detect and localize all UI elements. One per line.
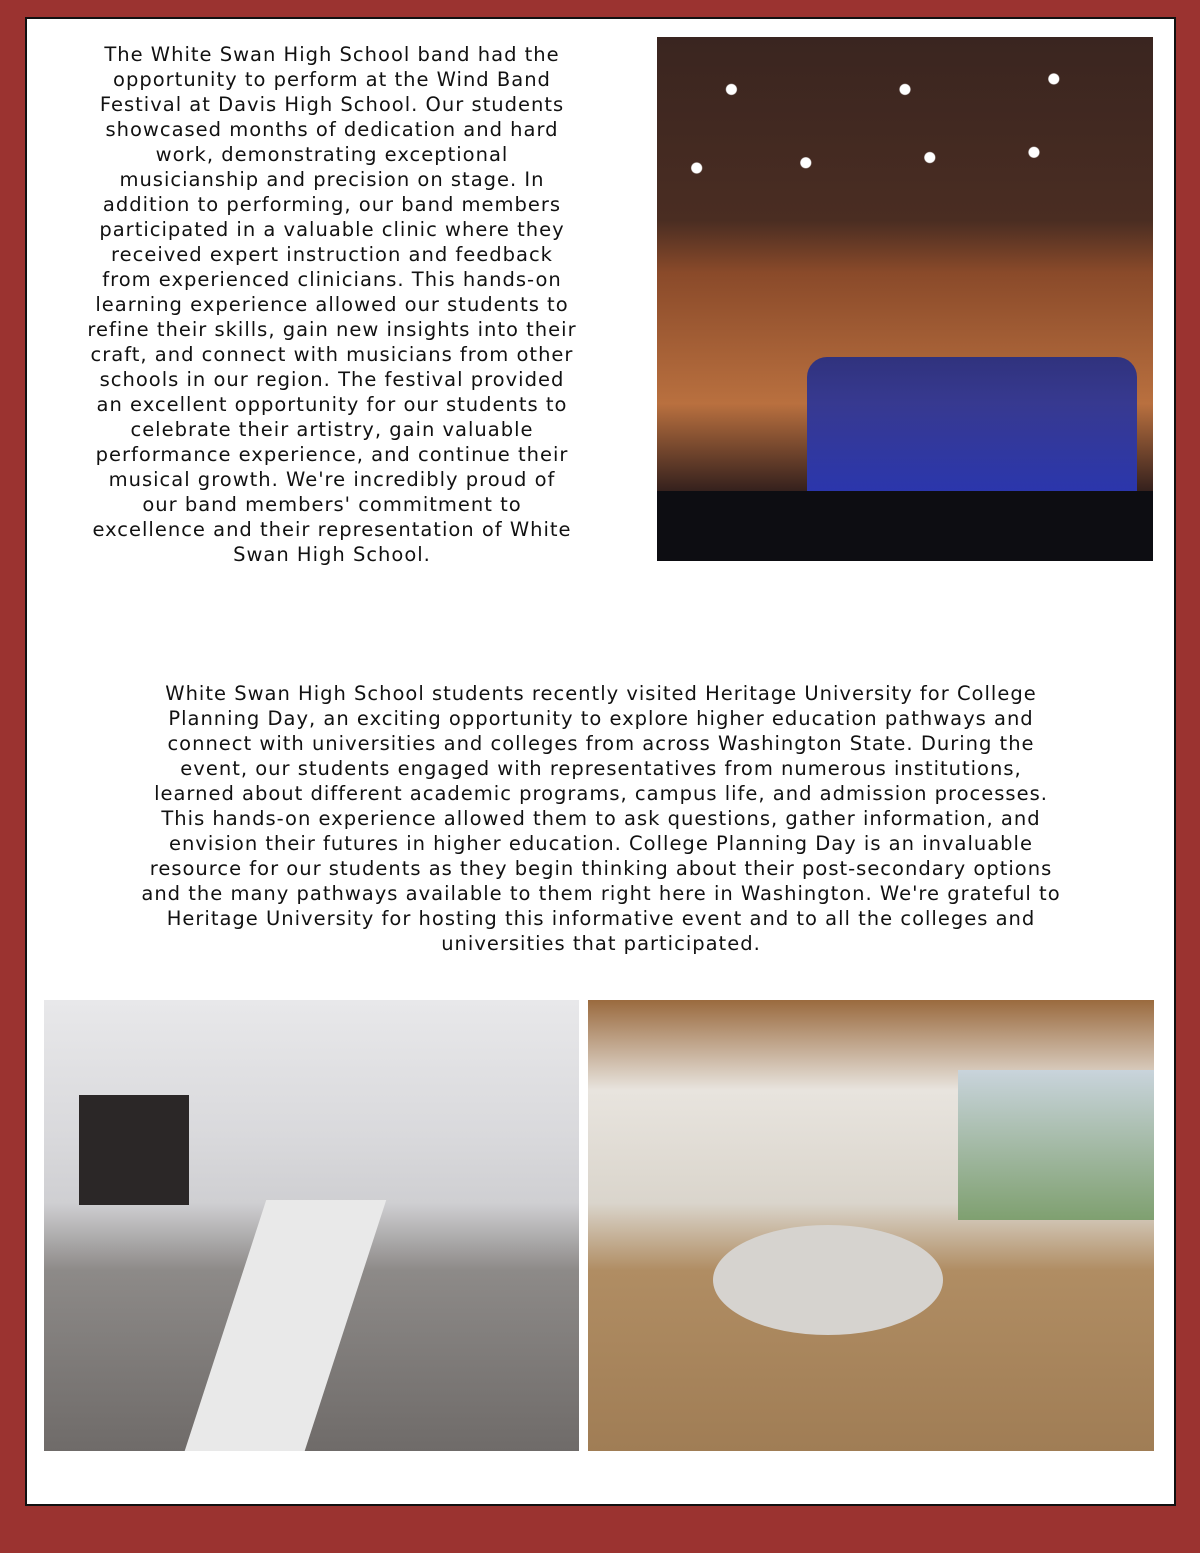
text-line: learning experience allowed our students to <box>95 293 569 316</box>
text-line: opportunity to perform at the Wind Band <box>113 68 551 91</box>
text-line: performance experience, and continue their <box>95 443 569 466</box>
band-members <box>807 357 1137 497</box>
round-table <box>713 1225 943 1335</box>
college-planning-article <box>47 681 1155 956</box>
text-line: Planning Day, an exciting opportunity to explore higher education pathways and <box>168 707 1034 730</box>
newsletter-page <box>25 17 1176 1506</box>
text-line: universities that participated. <box>441 932 761 955</box>
text-line: received expert instruction and feedback <box>111 243 553 266</box>
text-line: event, our students engaged with representatives from numerous institutions, <box>180 757 1022 780</box>
text-line: The White Swan High School band had the <box>104 43 560 66</box>
text-line: This hands-on experience allowed them to ask questions, gather information, and <box>161 807 1041 830</box>
text-line: White Swan High School students recently visited Heritage University for College <box>165 682 1037 705</box>
text-line: connect with universities and colleges from across Washington State. During the <box>167 732 1035 755</box>
band-performance-photo <box>657 37 1153 561</box>
long-table <box>182 1200 386 1451</box>
text-line: celebrate their artistry, gain valuable <box>130 418 534 441</box>
text-line: craft, and connect with musicians from other <box>90 343 574 366</box>
window-blinds <box>79 1095 189 1205</box>
text-line: our band members' commitment to <box>142 493 522 516</box>
text-line: envision their futures in higher education. College Planning Day is an invaluable <box>169 832 1033 855</box>
text-line: addition to performing, our band members <box>102 193 562 216</box>
text-line: from experienced clinicians. This hands-on <box>102 268 562 291</box>
text-line: participated in a valuable clinic where they <box>99 218 565 241</box>
text-line: work, demonstrating exceptional <box>155 143 509 166</box>
text-line: an excellent opportunity for our students to <box>96 393 568 416</box>
commons-students-photo <box>588 1000 1154 1451</box>
text-line: musical growth. We're incredibly proud of <box>108 468 556 491</box>
classroom-students-photo <box>44 1000 579 1451</box>
text-line: and the many pathways available to them right here in Washington. We're grateful to <box>141 882 1061 905</box>
band-festival-article <box>47 42 617 567</box>
text-line: Festival at Davis High School. Our students <box>99 93 565 116</box>
text-line: excellence and their representation of White <box>92 518 572 541</box>
text-line: Swan High School. <box>233 543 431 566</box>
text-line: resource for our students as they begin thinking about their post-secondary options <box>149 857 1053 880</box>
text-line: learned about different academic programs, campus life, and admission processes. <box>154 782 1048 805</box>
stage <box>657 491 1153 561</box>
text-line: musicianship and precision on stage. In <box>119 168 545 191</box>
text-line: schools in our region. The festival provided <box>99 368 565 391</box>
text-line: refine their skills, gain new insights into their <box>87 318 577 341</box>
window <box>958 1070 1154 1220</box>
text-line: Heritage University for hosting this informative event and to all the colleges and <box>166 907 1036 930</box>
text-line: showcased months of dedication and hard <box>105 118 559 141</box>
